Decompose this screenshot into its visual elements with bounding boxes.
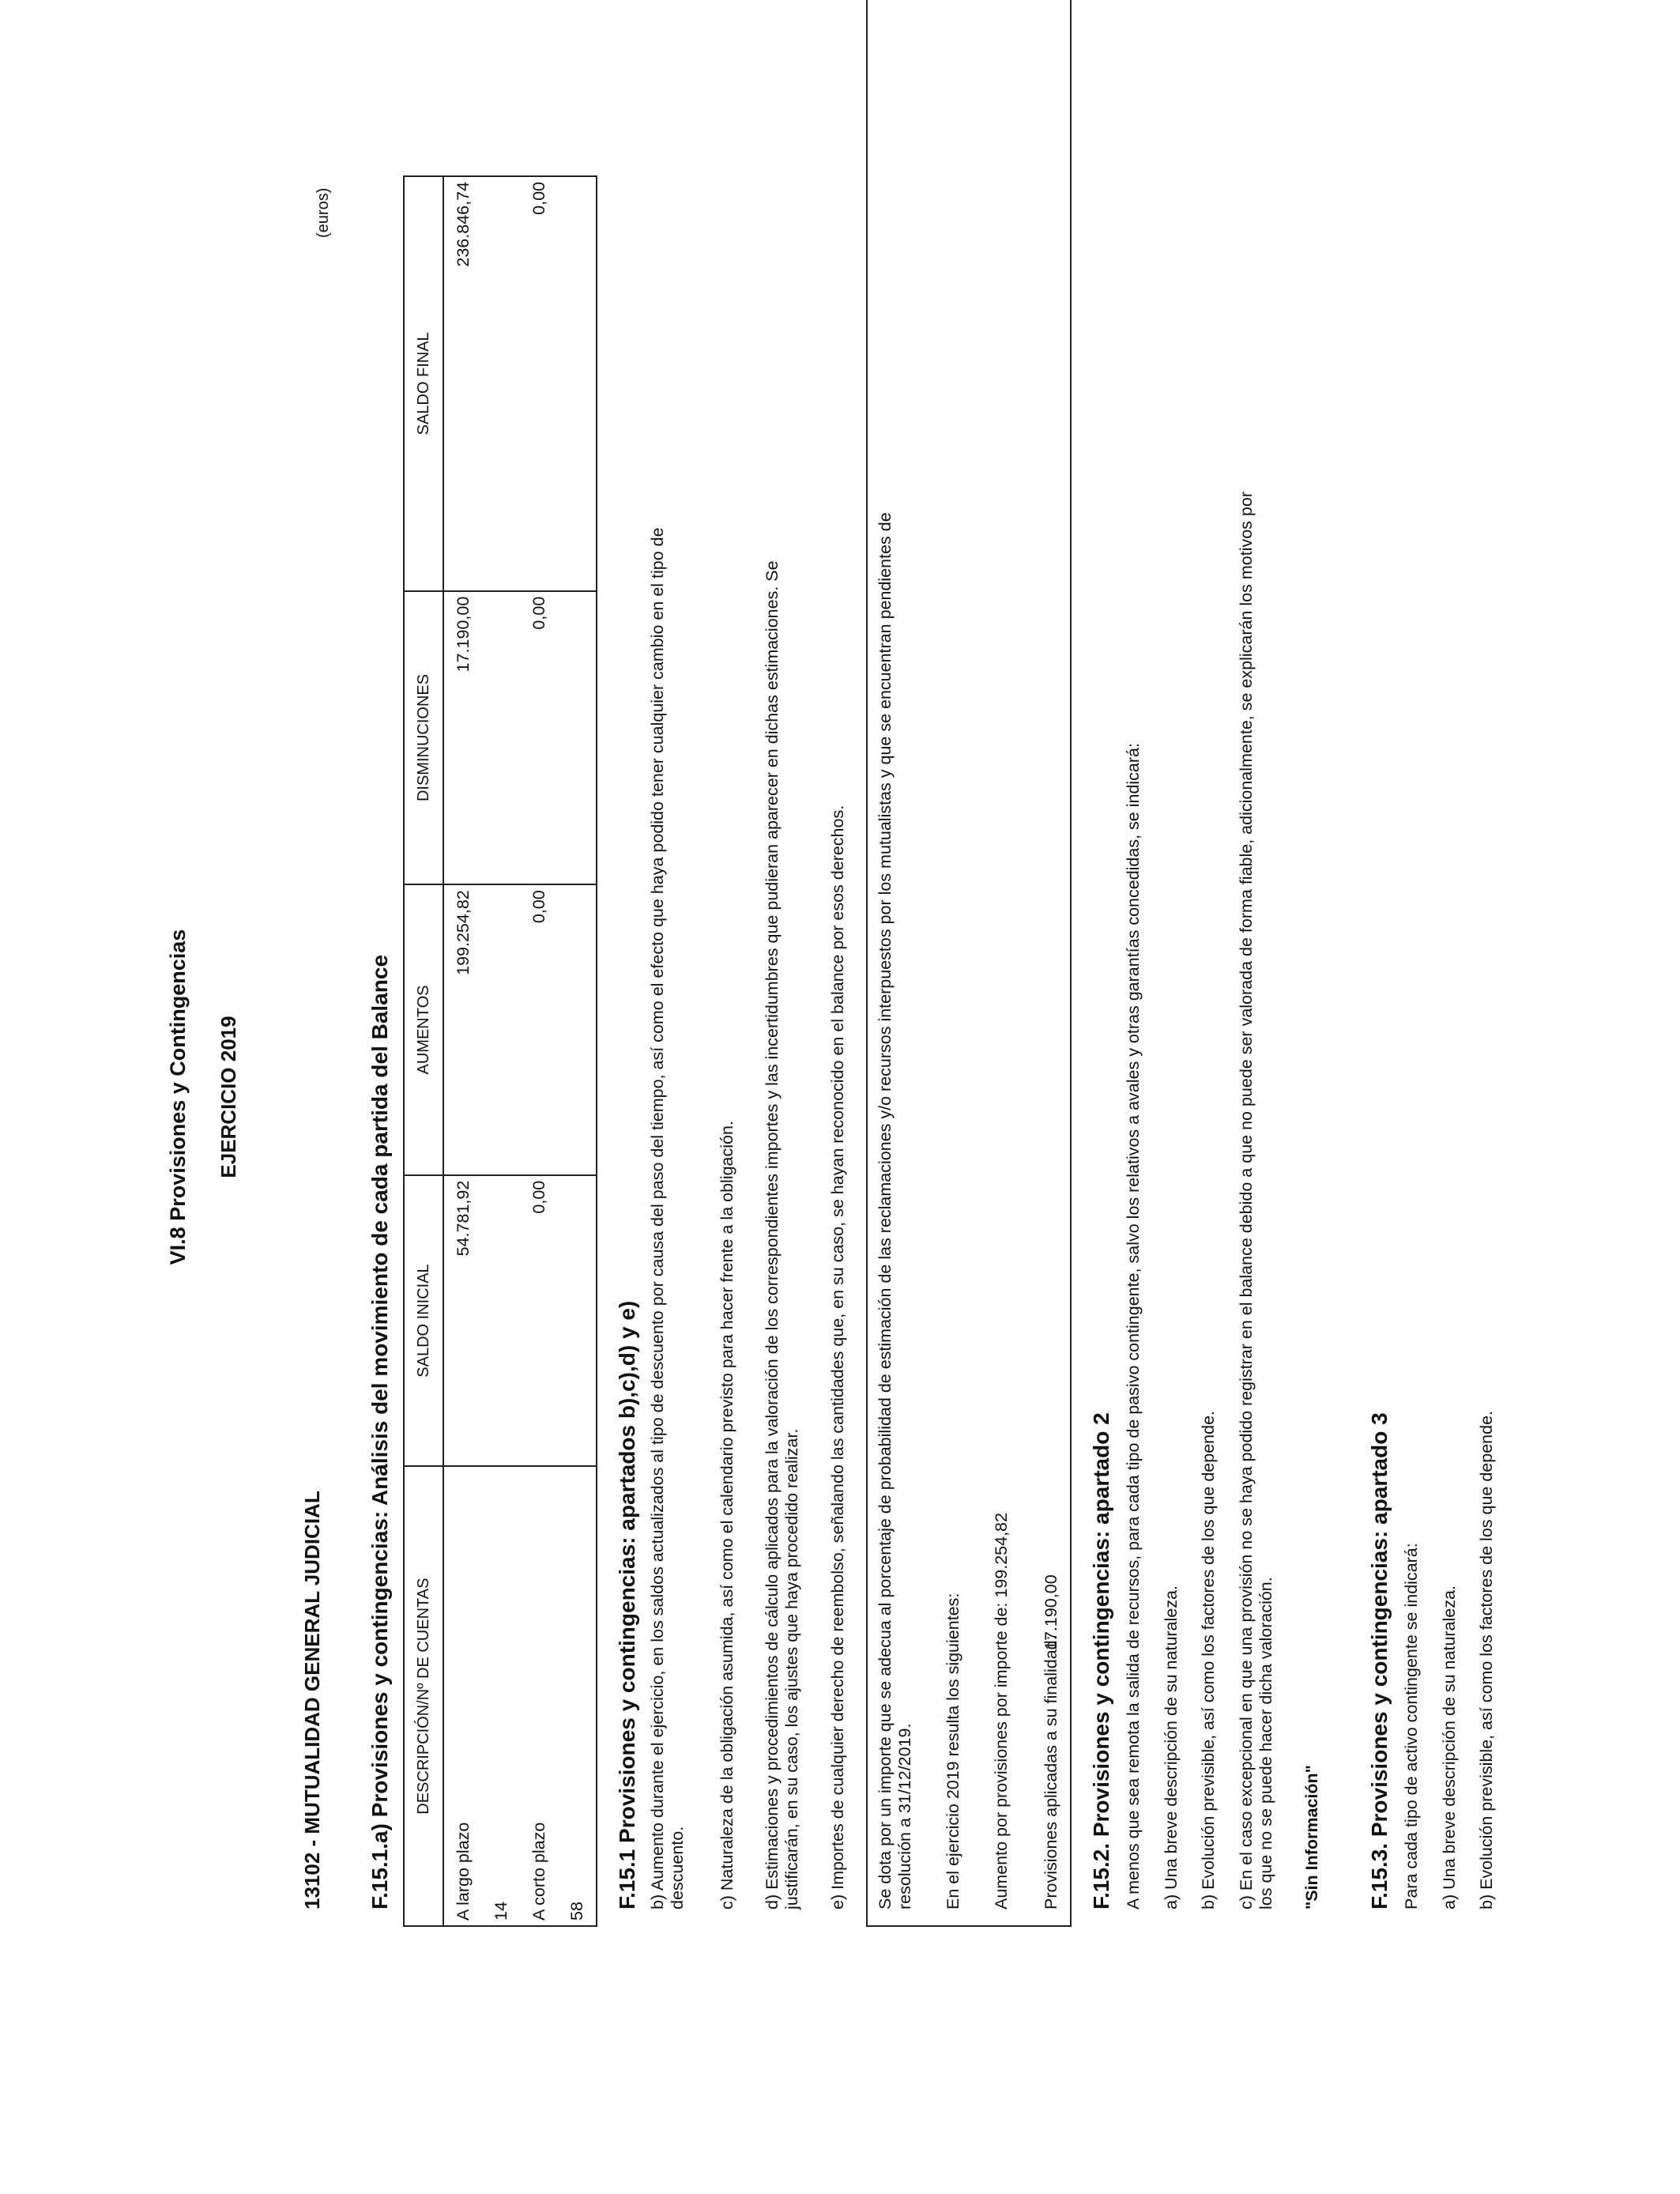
f151-d-line1: d) Estimaciones y procedimientos de cálculo aplicados para la valoración de los correspondientes importes y las incertidumbres que pudieran aparecer en dichas estimaciones. Se (763, 560, 782, 1909)
cell-disminuciones: 17.190,00 (443, 591, 482, 885)
f152-title: F.15.2. Provisiones y contingencias: apartado 2 (1089, 1412, 1113, 1909)
box-line2: resolución a 31/12/2019. (895, 1723, 914, 1909)
cell-saldo-final: 236.846,74 (443, 176, 482, 591)
f151-e: e) Importes de cualquier derecho de reembolso, señalando las cantidades que, en su caso, se hayan reconocido en el balance por esos derechos. (828, 805, 847, 1909)
box-line3: En el ejercicio 2019 resulta los siguientes: (944, 1593, 962, 1909)
cell-aumentos: 199.254,82 (443, 884, 482, 1174)
table-row (558, 176, 597, 1926)
table-header-row (404, 176, 443, 1926)
cell-aumentos (482, 884, 520, 1174)
f151-b-line1: b) Aumento durante el ejercicio, en los saldos actualizados al tipo de descuento por causa del paso del tiempo, así como el efecto que haya podido tener cualquier cambio en el tipo de (648, 527, 667, 1909)
cell-desc: A corto plazo (520, 1466, 558, 1926)
box-line4: Aumento por provisiones por importe de: 199.254,82 (992, 1513, 1011, 1909)
f153-b: b) Evolución previsible, así como los factores de los que depende. (1477, 1410, 1496, 1909)
col-header-disminuciones: DISMINUCIONES (404, 591, 443, 885)
f151-c: c) Naturaleza de la obligación asumida, así como el calendario previsto para hacer frente a la obligación. (718, 1121, 736, 1909)
table-row (482, 176, 520, 1926)
col-header-saldo-final: SALDO FINAL (404, 176, 443, 591)
f151-d-line2: justificarán, en su caso, los ajustes que haya procedido realizar. (782, 1428, 801, 1909)
cell-saldo-final (558, 176, 597, 591)
cell-desc: 58 (558, 1466, 597, 1926)
units-label: (euros) (315, 187, 332, 238)
sin-informacion: "Sin Información" (1302, 1765, 1321, 1909)
f152-a: a) Una breve descripción de su naturaleza. (1162, 1585, 1181, 1909)
col-header-descripcion: DESCRIPCIÓN/Nº DE CUENTAS (404, 1466, 443, 1926)
col-header-saldo-inicial: SALDO INICIAL (404, 1175, 443, 1467)
cell-disminuciones (558, 591, 597, 885)
exercise-label: EJERCICIO 2019 (217, 1016, 240, 1178)
f152-intro: A menos que sea remota la salida de recursos, para cada tipo de pasivo contingente, salvo los relativos a avales y otras garantías concedidas, se indicará: (1124, 743, 1143, 1909)
box-line5-label: Provisiones aplicadas a su finalidad: (1042, 1635, 1060, 1909)
cell-saldo-inicial (482, 1175, 520, 1467)
table-row (443, 176, 482, 1926)
section-a-title: F.15.1.a) Provisiones y contingencias: Análisis del movimiento de cada partida del Balance (367, 954, 392, 1909)
f151-title: F.15.1 Provisiones y contingencias: apartados b),c),d) y e) (615, 1300, 639, 1909)
table-row (520, 176, 558, 1926)
cell-disminuciones: 0,00 (520, 591, 558, 885)
cell-desc: 14 (482, 1466, 520, 1926)
cell-saldo-final: 0,00 (520, 176, 558, 591)
col-header-aumentos: AUMENTOS (404, 884, 443, 1174)
f153-title: F.15.3. Provisiones y contingencias: apartado 3 (1367, 1412, 1392, 1909)
f153-a: a) Una breve descripción de su naturaleza. (1440, 1585, 1459, 1909)
f153-intro: Para cada tipo de activo contingente se indicará: (1402, 1543, 1421, 1909)
entity-name: 13102 - MUTUALIDAD GENERAL JUDICIAL (300, 1491, 324, 1909)
cell-aumentos (558, 884, 597, 1174)
cell-saldo-inicial: 54.781,92 (443, 1175, 482, 1467)
cell-disminuciones (482, 591, 520, 885)
box-line1: Se dota por un importe que se adecua al porcentaje de probabilidad de estimación de las reclamaciones y/o recursos interpuestos por los mutualistas y que se encuentran pendientes de (876, 512, 895, 1909)
f152-c-line2: los que no se puede hacer dicha valoración. (1256, 1577, 1275, 1909)
cell-desc: A largo plazo (443, 1466, 482, 1926)
movement-table (403, 175, 597, 1927)
f152-b: b) Evolución previsible, así como los factores de los que depende. (1199, 1410, 1218, 1909)
cell-saldo-inicial (558, 1175, 597, 1467)
cell-aumentos: 0,00 (520, 884, 558, 1174)
f152-c-line1: c) En el caso excepcional en que una provisión no se haya podido registrar en el balance debido a que no puede ser valorada de forma fiable, adicionalmente, se explicarán los motivos por (1237, 492, 1256, 1909)
box-line5-value: 17.190,00 (1042, 1574, 1060, 1650)
notes-box (866, 0, 1072, 1927)
page-title: VI.8 Provisiones y Contingencias (166, 929, 190, 1265)
cell-saldo-inicial: 0,00 (520, 1175, 558, 1467)
cell-saldo-final (482, 176, 520, 591)
f151-b-line2: descuento. (668, 1826, 687, 1909)
